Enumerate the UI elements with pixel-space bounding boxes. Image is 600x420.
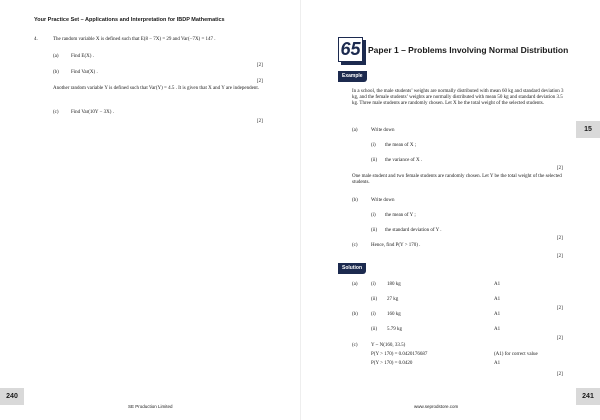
part-b-marks: [2] [257, 79, 263, 84]
sol-c-line-2-mark: (A1) for correct value [494, 352, 538, 357]
ex-part-b-i-label: (i) [371, 213, 376, 218]
ex-part-a-i-label: (i) [371, 143, 376, 148]
part-c-marks: [2] [257, 119, 263, 124]
ex-part-a-label: (a) [352, 128, 358, 133]
part-c-text: Find Var(10Y − 3X) . [71, 110, 114, 115]
sol-c-line-2: P(Y > 170) = 0.0420176687 [371, 352, 428, 357]
part-c-label: (c) [53, 110, 59, 115]
ex-part-a-text: Write down [371, 128, 395, 133]
part-a-label: (a) [53, 54, 59, 59]
example-intro: In a school, the male students’ weights are normally distributed with mean 60 kg and standard deviation 3 kg, and the female students’ weights are normally distributed with mean 50 kg and standard deviation 3.5 kg. Three male students are randomly chosen. Let X be the total weight of the selected students. [352, 89, 564, 106]
ex-part-b-i-text: the mean of Y ; [385, 213, 416, 218]
ex-part-b-text: Write down [371, 198, 395, 203]
ex-part-a-ii-text: the variance of X . [385, 158, 423, 163]
sol-a-ii-answer: 27 kg [387, 297, 399, 302]
ex-part-a-i-text: the mean of X ; [385, 143, 417, 148]
sol-b-ii-answer: 5.79 kg [387, 327, 402, 332]
sol-a-i-label: (i) [371, 282, 376, 287]
ex-part-a-ii-label: (ii) [371, 158, 378, 163]
sol-c-label: (c) [352, 343, 358, 348]
part-a-marks: [2] [257, 63, 263, 68]
sol-b-i-label: (i) [371, 312, 376, 317]
sol-b-ii-mark: A1 [494, 327, 501, 332]
part-a-text: Find E(X) . [71, 54, 94, 59]
left-page-number: 240 [0, 388, 24, 405]
question-intro: The random variable X is defined such that E(8 − 7X) = 29 and Var(−7X) = 147 . [53, 37, 216, 42]
running-head: Your Practice Set – Applications and Interpretation for IBDP Mathematics [34, 17, 225, 23]
sol-a-total: [2] [557, 306, 563, 311]
ex-part-c-label: (c) [352, 243, 358, 248]
sol-b-i-answer: 160 kg [387, 312, 401, 317]
ex-part-b-ii-text: the standard deviation of Y . [385, 228, 442, 233]
page-title: Paper 1 – Problems Involving Normal Distribution [368, 45, 569, 55]
sol-c-line-3: P(Y > 170) = 0.0420 [371, 361, 413, 366]
part-b-label: (b) [53, 70, 59, 75]
another-variable-text: Another random variable Y is defined such that Var(Y) = 4.5 . It is given that X and Y are independent. [53, 86, 259, 91]
ex-part-c-text: Hence, find P(Y > 170) . [371, 243, 421, 248]
right-page-number: 241 [576, 388, 600, 405]
ex-part-b-label: (b) [352, 198, 358, 203]
solution-label: Solution [338, 263, 366, 274]
sol-b-label: (b) [352, 312, 358, 317]
example-label: Example [338, 71, 367, 82]
left-footer: SE Production Limited [128, 404, 173, 409]
sol-b-ii-label: (ii) [371, 327, 378, 332]
question-number: 4. [34, 37, 38, 42]
ex-part-c-marks: [2] [557, 254, 563, 259]
sol-c-line-3-mark: A1 [494, 361, 501, 366]
right-footer: www.seprodstore.com [414, 404, 459, 409]
sol-a-label: (a) [352, 282, 358, 287]
sol-a-i-mark: A1 [494, 282, 501, 287]
sol-c-total: [2] [557, 372, 563, 377]
sol-a-i-answer: 180 kg [387, 282, 401, 287]
sol-a-ii-mark: A1 [494, 297, 501, 302]
chapter-badge: 65 [338, 37, 363, 62]
part-b-text: Find Var(X) . [71, 70, 98, 75]
sol-b-i-mark: A1 [494, 312, 501, 317]
page-spine [300, 0, 301, 420]
ex-part-a-marks: [2] [557, 166, 563, 171]
side-tab: 15 [576, 121, 600, 138]
sol-c-line-1: Y ~ N(160, 33.5) [371, 343, 406, 348]
sol-a-ii-label: (ii) [371, 297, 378, 302]
sol-b-total: [2] [557, 336, 563, 341]
example-middle-text: One male student and two female students are randomly chosen. Let Y be the total weight of the selected students. [352, 174, 562, 185]
ex-part-b-marks: [2] [557, 236, 563, 241]
ex-part-b-ii-label: (ii) [371, 228, 378, 233]
